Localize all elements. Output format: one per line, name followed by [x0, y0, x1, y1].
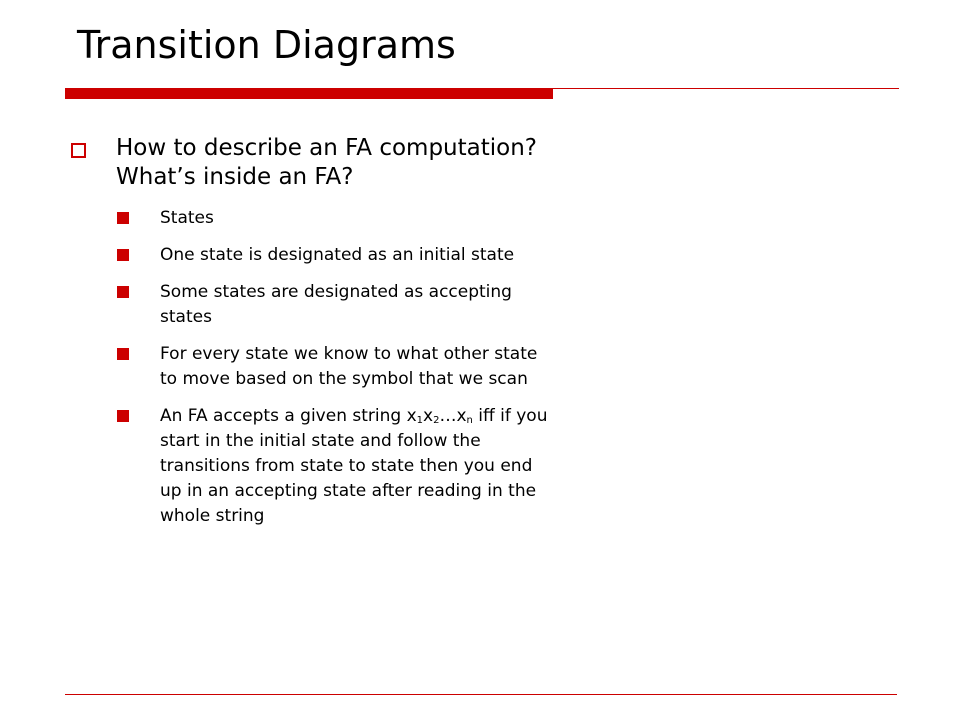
filled-square-bullet-icon	[117, 410, 129, 422]
main-point-text: How to describe an FA computation? What’s inside an FA?	[116, 135, 537, 190]
title-underline-bar	[65, 88, 553, 99]
filled-square-bullet-icon	[117, 212, 129, 224]
string-ellipsis: …	[439, 406, 457, 426]
sub-point-transitions	[70, 342, 550, 392]
filled-square-bullet-icon	[117, 249, 129, 261]
footer-rule	[65, 694, 897, 695]
acceptance-text	[160, 406, 547, 526]
title-underline-rule	[553, 88, 899, 89]
sub-point-text: Some states are designated as accepting states	[160, 282, 512, 327]
string-symbol-xn: $x_n$	[456, 406, 473, 426]
string-symbol-x2: $x_2$	[423, 406, 440, 426]
hollow-square-bullet-icon	[71, 143, 86, 158]
sub-point-initial-state	[70, 243, 550, 268]
sub-points-list	[70, 206, 550, 529]
sub-point-text: For every state we know to what other state to move based on the symbol that we scan	[160, 344, 538, 389]
sub-point-text: States	[160, 208, 214, 228]
acceptance-prefix: An FA accepts a given string	[160, 406, 407, 426]
main-bullet-point	[70, 134, 550, 192]
filled-square-bullet-icon	[117, 286, 129, 298]
sub-point-text: One state is designated as an initial state	[160, 245, 515, 265]
sub-point-accepting-states	[70, 280, 550, 330]
acceptance-suffix: iff if you start in the initial state and follow the transitions from state to state then you end up in an accepting state after reading in the whole string	[160, 406, 548, 526]
filled-square-bullet-icon	[117, 348, 129, 360]
sub-point-acceptance	[70, 404, 550, 529]
slide-title: Transition Diagrams	[77, 23, 456, 67]
slide-content	[70, 134, 550, 541]
string-symbol-x1: $x_1$	[406, 406, 424, 426]
sub-point-states	[70, 206, 550, 231]
